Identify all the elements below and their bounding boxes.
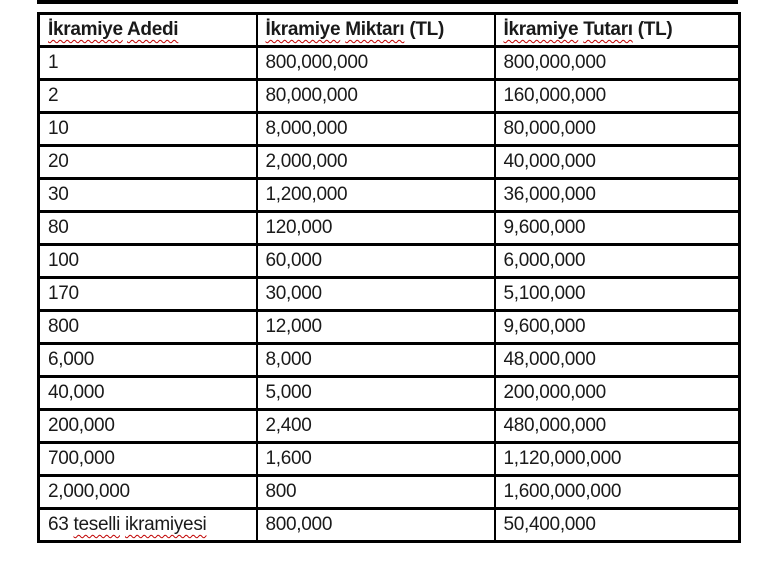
table-row (39, 179, 740, 212)
table-cell: 1,120,000,000 (495, 443, 740, 476)
table-cell: 10 (39, 113, 257, 146)
table-row (39, 410, 740, 443)
header-row (39, 14, 740, 47)
table-cell: 30,000 (257, 278, 495, 311)
table-cell: 2 (39, 80, 257, 113)
table-cell: 800 (257, 476, 495, 509)
table-cell: 100 (39, 245, 257, 278)
misspelled-word: Adedi (127, 19, 179, 40)
table-header (39, 14, 740, 47)
table-cell: 48,000,000 (495, 344, 740, 377)
table-cell: 6,000 (39, 344, 257, 377)
table-cell: 1 (39, 47, 257, 80)
table-cell: 2,000,000 (39, 476, 257, 509)
table-cell: 800,000,000 (257, 47, 495, 80)
table-cell: 1,200,000 (257, 179, 495, 212)
table-cell: 1,600,000,000 (495, 476, 740, 509)
table-row (39, 47, 740, 80)
misspelled-word: teselli (73, 514, 120, 535)
misspelled-word: ikramiyesi (124, 514, 207, 535)
table-cell: 700,000 (39, 443, 257, 476)
table-cell: 160,000,000 (495, 80, 740, 113)
table-cell: 5,100,000 (495, 278, 740, 311)
table-cell: 12,000 (257, 311, 495, 344)
table-cell: 40,000 (39, 377, 257, 410)
table-cell: 200,000,000 (495, 377, 740, 410)
table-cell: 1,600 (257, 443, 495, 476)
table-cell: 800 (39, 311, 257, 344)
table-cell: 2,400 (257, 410, 495, 443)
table-cell: 36,000,000 (495, 179, 740, 212)
table-cell: 800,000 (257, 509, 495, 542)
cropped-border-strip (37, 0, 738, 4)
table-row (39, 245, 740, 278)
misspelled-word: İkramiye (503, 19, 579, 40)
table-cell: 8,000,000 (257, 113, 495, 146)
misspelled-word: İkramiye (48, 19, 123, 40)
table-row (39, 212, 740, 245)
table-row (39, 476, 740, 509)
table-cell: 9,600,000 (495, 311, 740, 344)
table-cell: 8,000 (257, 344, 495, 377)
table-row (39, 113, 740, 146)
table-row (39, 278, 740, 311)
table-cell: 120,000 (257, 212, 495, 245)
table-row (39, 344, 740, 377)
table-cell: 63 teselli ikramiyesi (39, 509, 257, 542)
misspelled-word: İkramiye (265, 19, 341, 40)
table-cell: 2,000,000 (257, 146, 495, 179)
prize-table (37, 12, 741, 543)
table-cell: 60,000 (257, 245, 495, 278)
table-cell: 800,000,000 (495, 47, 740, 80)
column-header-tutari (495, 14, 740, 47)
table-row (39, 443, 740, 476)
table-row (39, 146, 740, 179)
table-cell: 9,600,000 (495, 212, 740, 245)
table-cell: 80,000,000 (257, 80, 495, 113)
table-cell: 170 (39, 278, 257, 311)
table-cell: 6,000,000 (495, 245, 740, 278)
table-cell: 5,000 (257, 377, 495, 410)
misspelled-word: Tutarı (583, 19, 633, 40)
table-cell: 480,000,000 (495, 410, 740, 443)
column-header-adedi (39, 14, 257, 47)
table-cell: 40,000,000 (495, 146, 740, 179)
column-header-suffix: (TL) (404, 19, 444, 40)
column-header-suffix: (TL) (632, 19, 673, 40)
table-cell: 80 (39, 212, 257, 245)
table-cell: 200,000 (39, 410, 257, 443)
table-row (39, 80, 740, 113)
table-cell: 20 (39, 146, 257, 179)
table-body (39, 47, 740, 542)
column-header-miktari (257, 14, 495, 47)
table-row (39, 509, 740, 542)
table-row (39, 311, 740, 344)
table-cell: 30 (39, 179, 257, 212)
misspelled-word: Miktarı (345, 19, 405, 40)
table-row (39, 377, 740, 410)
table-cell: 50,400,000 (495, 509, 740, 542)
table-cell: 80,000,000 (495, 113, 740, 146)
